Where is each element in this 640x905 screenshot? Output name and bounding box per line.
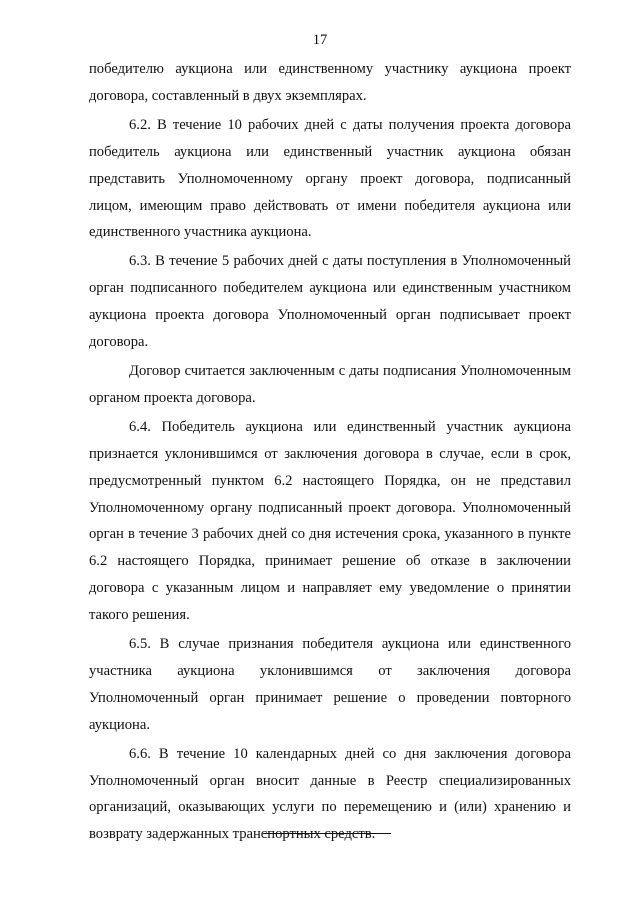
paragraph-continuation: победителю аукциона или единственному участнику аукциона проект договора, составленный в двух экземплярах. <box>89 61 571 104</box>
document-body <box>89 56 571 850</box>
page-number: 17 <box>312 32 328 48</box>
paragraph-6-5: 6.5. В случае признания победителя аукциона или единственного участника аукциона уклонившимся от заключения договора Уполномоченный орган принимает решение о проведении повторного аукциона. <box>89 636 571 733</box>
paragraph-6-3: 6.3. В течение 5 рабочих дней с даты поступления в Уполномоченный орган подписанного победителем аукциона или единственным участником аукциона проекта договора Уполномоченный орган подписывает проект договора. <box>89 253 571 351</box>
paragraph-6-6: 6.6. В течение 10 календарных дней со дня заключения договора Уполномоченный орган вносит данные в Реестр специализированных организаций, оказывающих услуги по перемещению и (или) хранению и возврату задержанных транспортных средств. <box>89 745 571 843</box>
paragraph-6-4: 6.4. Победитель аукциона или единственный участник аукциона признается уклонившимся от заключения договора в случае, если в срок, предусмотренный пунктом 6.2 настоящего Порядка, он не представил Уполномоченному органу подписанный проект договора. Уполномоченный орган в течение 3 рабочих дней со дня истечения срока, указанного в пункте 6.2 настоящего Порядка, принимает решение об отказе в заключении договора с указанным лицом и направляет ему уведомление о принятии такого решения. <box>89 418 571 624</box>
end-of-document-rule <box>263 833 391 834</box>
paragraph-6-2: 6.2. В течение 10 рабочих дней с даты получения проекта договора победитель аукциона или единственный участник аукциона обязан представить Уполномоченному органу проект договора, подписанный лицом, имеющим право действовать от имени победителя аукциона или единственного участника аукциона. <box>89 116 571 241</box>
paragraph-contract-concluded: Договор считается заключенным с даты подписания Уполномоченным органом проекта договора. <box>89 362 571 406</box>
